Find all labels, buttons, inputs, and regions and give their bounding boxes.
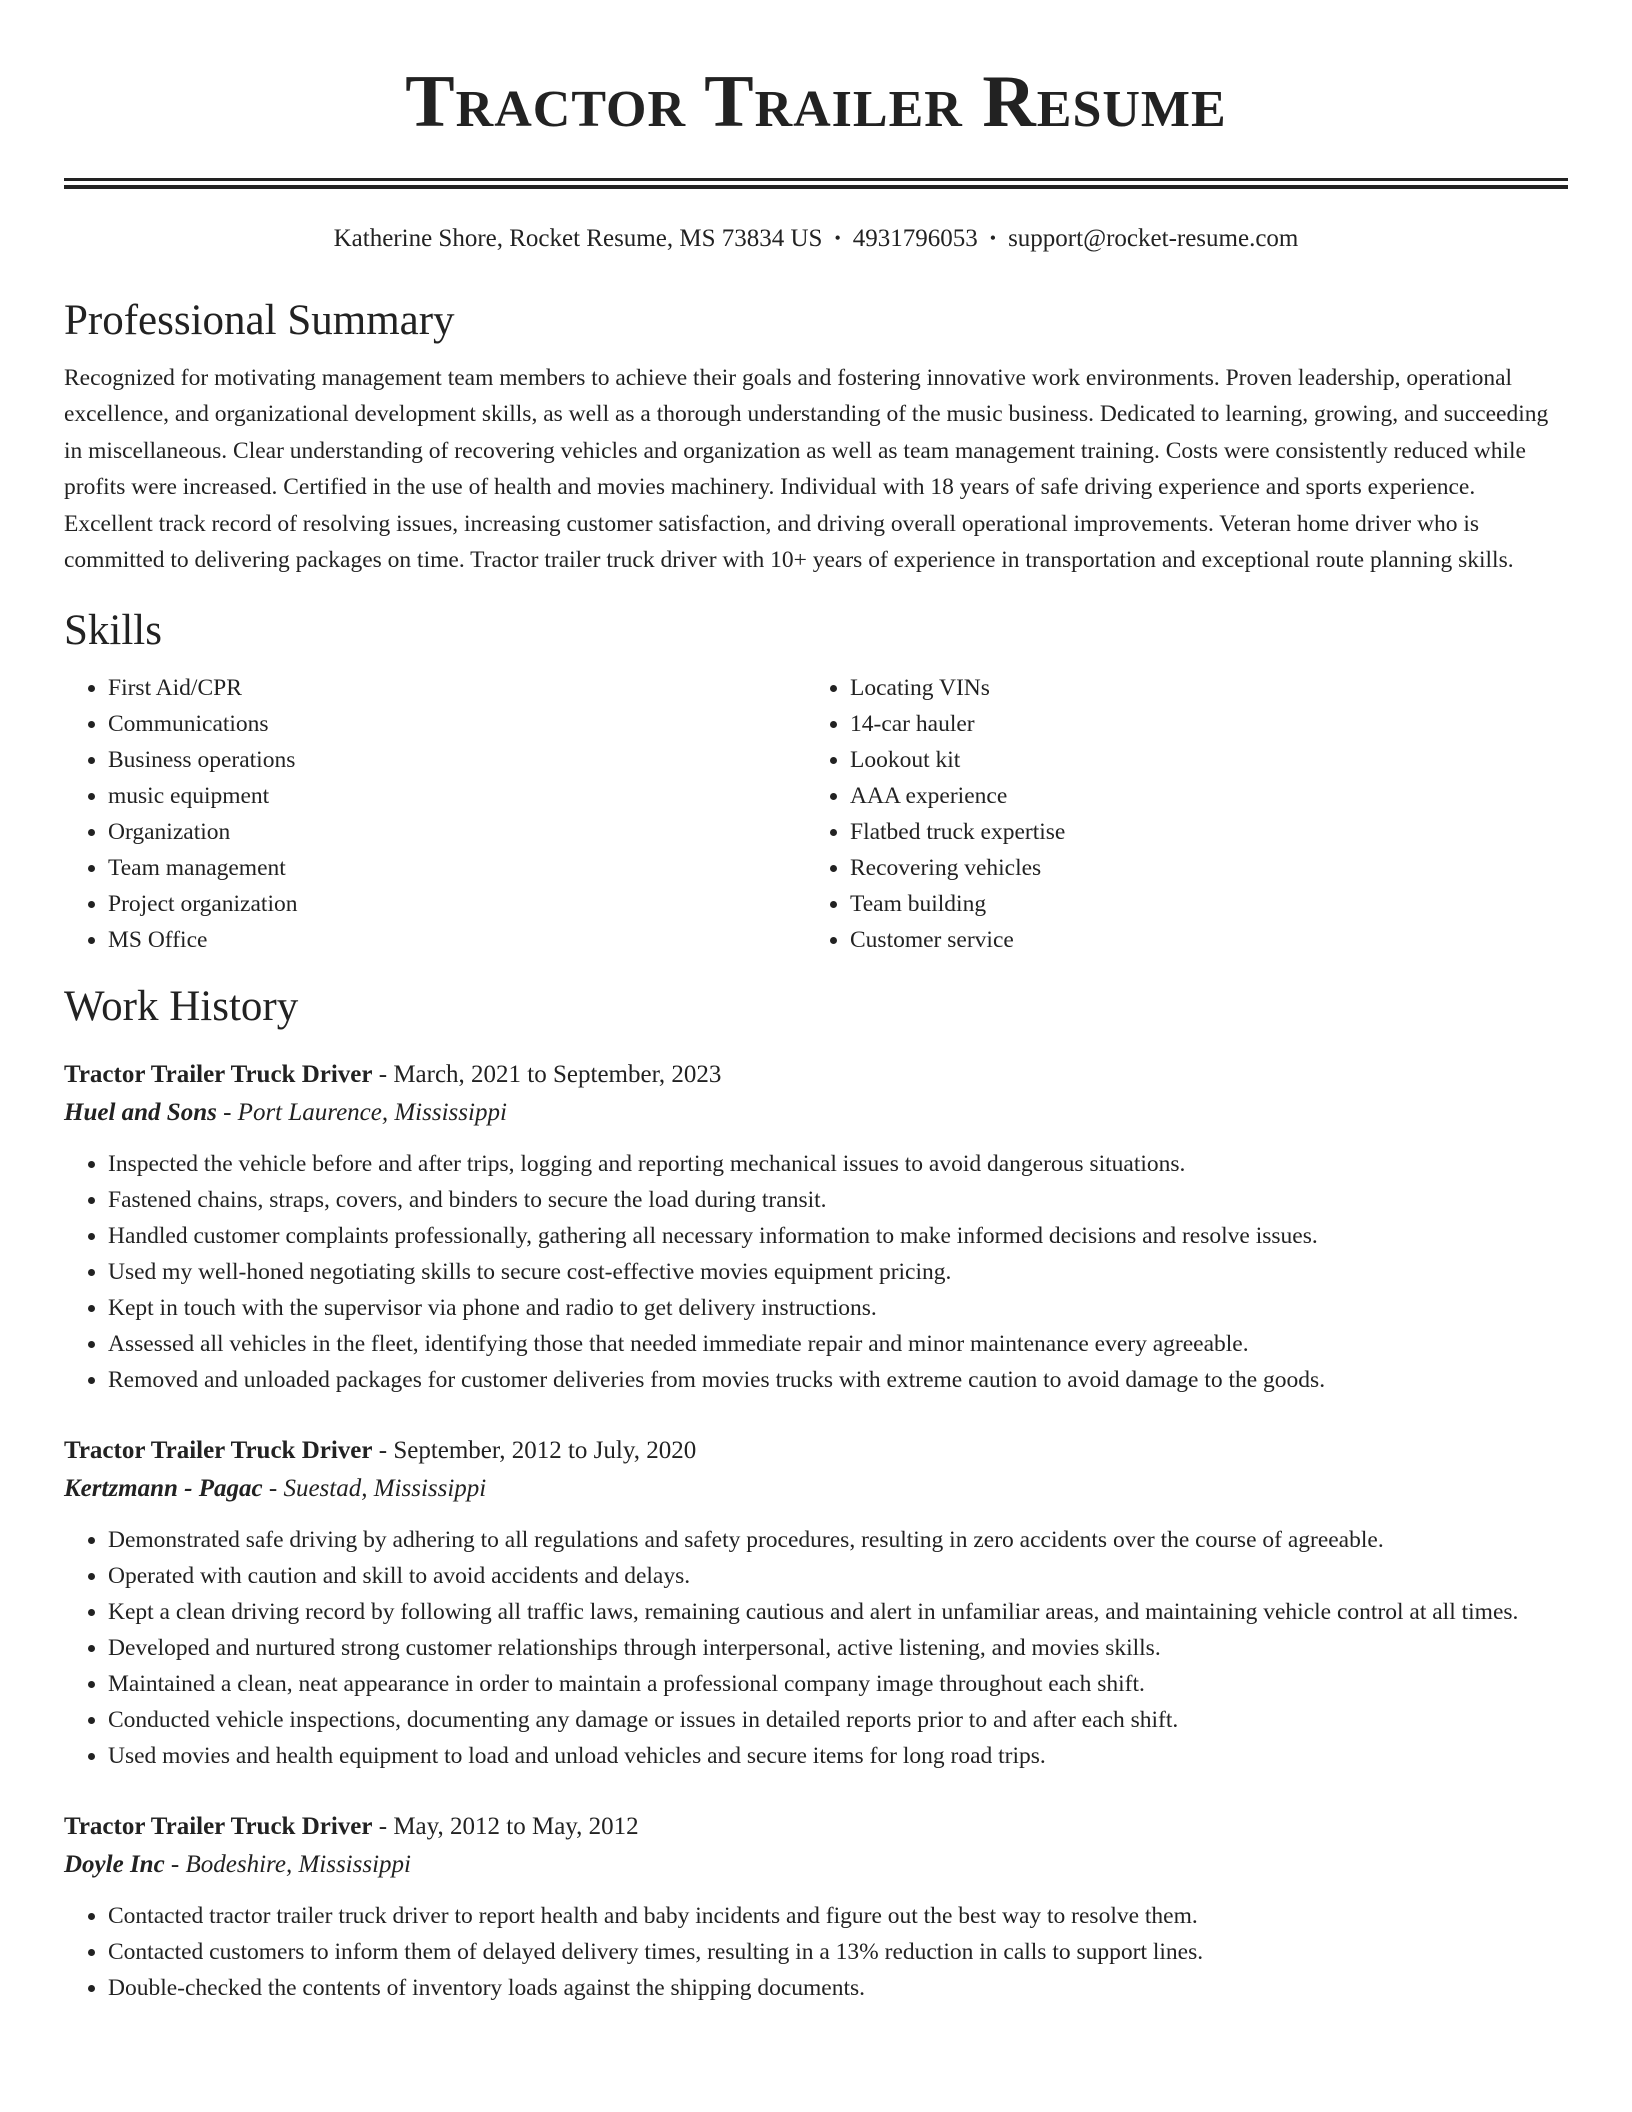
skill-item: • Recovering vehicles (850, 850, 1548, 886)
job-bullet: • Operated with caution and skill to avoid accidents and delays. (108, 1558, 1568, 1594)
job-company: Kertzmann - Pagac (64, 1475, 263, 1503)
skill-item: • Team building (850, 886, 1548, 922)
skill-item: • MS Office (108, 922, 806, 958)
job-bullets (64, 1522, 1568, 1774)
job-bullet: • Kept in touch with the supervisor via phone and radio to get delivery instructions. (108, 1290, 1568, 1326)
skill-item: • Organization (108, 814, 806, 850)
contact-separator: • (989, 228, 997, 248)
skill-item: • Business operations (108, 742, 806, 778)
skill-item: • Locating VINs (850, 670, 1548, 706)
skill-item: • 14-car hauler (850, 706, 1548, 742)
job-bullet: • Assessed all vehicles in the fleet, identifying those that needed immediate repair and minor maintenance every agreeable. (108, 1326, 1568, 1362)
contact-phone: 4931796053 (852, 225, 978, 252)
contact-address: Katherine Shore, Rocket Resume, MS 73834 US (333, 225, 823, 252)
job-bullet: • Maintained a clean, neat appearance in order to maintain a professional company image throughout each shift. (108, 1666, 1568, 1702)
skills-column-right (806, 670, 1548, 958)
title-divider (64, 178, 1568, 189)
job-dates: March, 2021 to September, 2023 (393, 1061, 722, 1089)
skill-item: • Customer service (850, 922, 1548, 958)
job-title: Tractor Trailer Truck Driver (64, 1061, 373, 1089)
job-title-line: Tractor Trailer Truck Driver - March, 2021 to September, 2023 (64, 1061, 722, 1089)
job-bullet: • Fastened chains, straps, covers, and binders to secure the load during transit. (108, 1182, 1568, 1218)
job-dates: September, 2012 to July, 2020 (393, 1437, 697, 1465)
job-bullet: • Demonstrated safe driving by adhering to all regulations and safety procedures, resulting in zero accidents over the course of agreeable. (108, 1522, 1568, 1558)
job-title: Tractor Trailer Truck Driver (64, 1813, 373, 1841)
job-bullet: • Used movies and health equipment to load and unload vehicles and secure items for long road trips. (108, 1738, 1568, 1774)
job-bullet: • Used my well-honed negotiating skills to secure cost-effective movies equipment pricing. (108, 1254, 1568, 1290)
job-location: Port Laurence, Mississippi (237, 1099, 507, 1127)
job-bullet: • Double-checked the contents of inventory loads against the shipping documents. (108, 1970, 1568, 2006)
skill-item: • Project organization (108, 886, 806, 922)
job-location: Suestad, Mississippi (283, 1475, 487, 1503)
skill-item: • Flatbed truck expertise (850, 814, 1548, 850)
resume-title: Tractor Trailer Resume (405, 61, 1227, 143)
skill-item: • AAA experience (850, 778, 1548, 814)
job-entry (64, 1432, 1568, 1774)
job-title-line: Tractor Trailer Truck Driver - September, 2012 to July, 2020 (64, 1437, 697, 1465)
job-bullet: • Inspected the vehicle before and after trips, logging and reporting mechanical issues to avoid dangerous situations. (108, 1146, 1568, 1182)
job-company-line: Doyle Inc - Bodeshire, Mississippi (64, 1851, 411, 1879)
skill-item: • Communications (108, 706, 806, 742)
job-bullet: • Handled customer complaints professionally, gathering all necessary information to make informed decisions and resolve issues. (108, 1218, 1568, 1254)
job-entry (64, 1808, 1568, 2006)
skill-item: • Team management (108, 850, 806, 886)
job-dates: May, 2012 to May, 2012 (393, 1813, 639, 1841)
job-bullet: • Contacted tractor trailer truck driver to report health and baby incidents and figure out the best way to resolve them. (108, 1898, 1568, 1934)
job-company: Huel and Sons (64, 1099, 217, 1127)
skill-item: • Lookout kit (850, 742, 1548, 778)
contact-email: support@rocket-resume.com (1008, 225, 1299, 252)
job-location: Bodeshire, Mississippi (185, 1851, 411, 1879)
contact-separator: • (834, 228, 841, 248)
contact-line (64, 223, 1568, 256)
skills-heading: Skills (64, 607, 162, 655)
skill-item: • First Aid/CPR (108, 670, 806, 706)
job-bullet: • Developed and nurtured strong customer relationships through interpersonal, active listening, and movies skills. (108, 1630, 1568, 1666)
job-bullets (64, 1898, 1568, 2006)
job-entry (64, 1056, 1568, 1398)
job-company-line: Huel and Sons - Port Laurence, Mississippi (64, 1099, 507, 1127)
work-history-heading: Work History (64, 983, 299, 1031)
skill-item: • music equipment (108, 778, 806, 814)
job-bullet: • Removed and unloaded packages for customer deliveries from movies trucks with extreme caution to avoid damage to the goods. (108, 1362, 1568, 1398)
job-bullets (64, 1146, 1568, 1398)
job-title: Tractor Trailer Truck Driver (64, 1437, 373, 1465)
job-bullet: • Contacted customers to inform them of delayed delivery times, resulting in a 13% reduction in calls to support lines. (108, 1934, 1568, 1970)
job-bullet: • Kept a clean driving record by following all traffic laws, remaining cautious and alert in unfamiliar areas, and maintaining vehicle control at all times. (108, 1594, 1568, 1630)
summary-text: Recognized for motivating management team members to achieve their goals and fostering innovative work environments. Proven leadership, operational excellence, and organizational development skills, as well as a thorough understanding of the music business. Dedicated to learning, growing, and succeeding in miscellaneous. Clear understanding of recovering vehicles and organization as well as team management training. Costs were consistently reduced while profits were increased. Certified in the use of health and movies machinery. Individual with 18 years of safe driving experience and sports experience. Excellent track record of resolving issues, increasing customer satisfaction, and driving overall operational improvements. Veteran home driver who is committed to delivering packages on time. Tractor trailer truck driver with 10+ years of experience in transportation and exceptional route planning skills. (64, 365, 1549, 574)
job-company-line: Kertzmann - Pagac - Suestad, Mississippi (64, 1475, 487, 1503)
job-title-line: Tractor Trailer Truck Driver - May, 2012 to May, 2012 (64, 1813, 639, 1841)
job-company: Doyle Inc (64, 1851, 165, 1879)
job-bullet: • Conducted vehicle inspections, documenting any damage or issues in detailed reports prior to and after each shift. (108, 1702, 1568, 1738)
summary-heading: Professional Summary (64, 297, 455, 344)
skills-list (64, 670, 1568, 958)
skills-column-left (64, 670, 806, 958)
